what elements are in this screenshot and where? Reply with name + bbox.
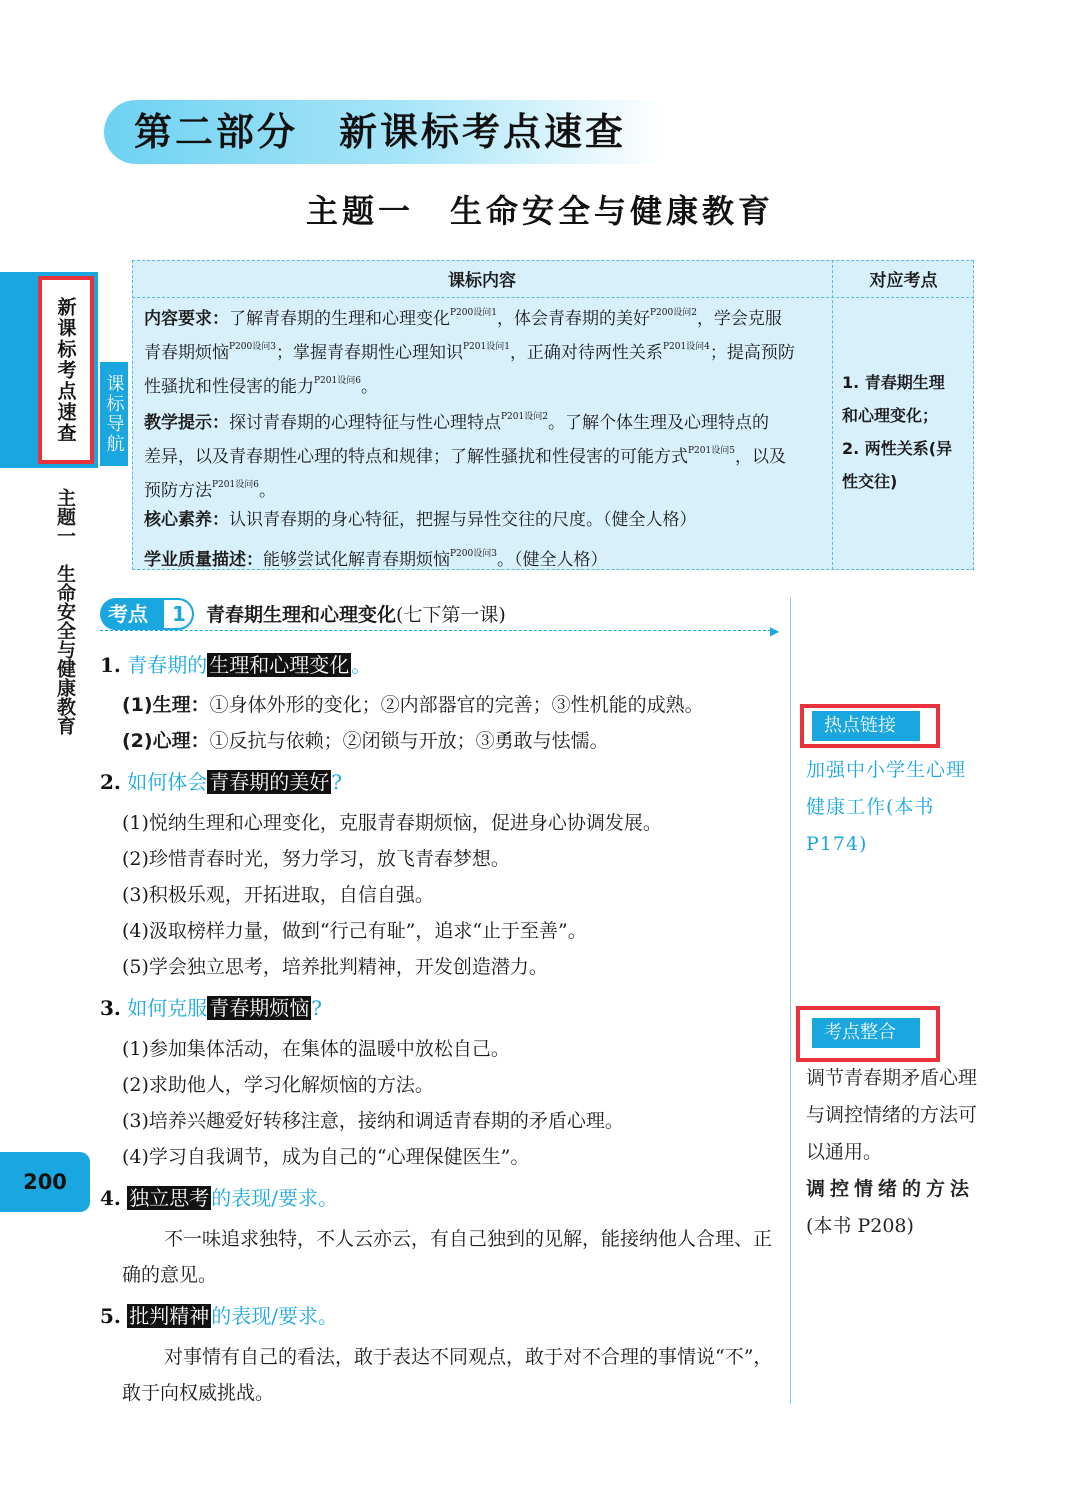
table-row: 核心素养：认识青春期的身心特征，把握与异性交往的尺度。（健全人格） — [144, 510, 697, 530]
table-row: 学业质量描述：能够尝试化解青春期烦恼$^{P200设问3}$。（健全人格） — [144, 549, 608, 570]
column-divider — [790, 598, 791, 1404]
question-heading: 3. 如何克服 青春期烦恼 ? — [100, 996, 322, 1020]
list-item: (4)汲取榜样力量，做到“行己有耻”，追求“止于至善”。 — [122, 920, 587, 942]
list-item: (3)积极乐观，开拓进取，自信自强。 — [122, 884, 434, 906]
table-row: 性骚扰和性侵害的能力$^{P201设问6}$。 — [144, 376, 378, 397]
exam-point-title: 青春期生理和心理变化(七下第一课) — [206, 604, 506, 626]
nav-tag — [100, 362, 128, 466]
exam-point-rule — [100, 630, 776, 631]
table-row: 预防方法$^{P201设问6}$。 — [144, 480, 276, 501]
list-item: (3)培养兴趣爱好转移注意，接纳和调适青春期的矛盾心理。 — [122, 1110, 624, 1132]
table-row: 教学提示：探讨青春期的心理特征与性心理特点$^{P201设问2}$。了解个体生理及心理特点的 — [144, 412, 769, 433]
integration-desc: 调节青春期矛盾心理与调控情绪的方法可以通用。 — [806, 1067, 978, 1163]
list-item: (4)学习自我调节，成为自己的“心理保健医生”。 — [122, 1146, 530, 1168]
part-title: 第二部分 新课标考点速查 — [134, 110, 627, 154]
theme-title: 主题一 生命安全与健康教育 — [305, 192, 774, 230]
list-item: (1)悦纳生理和心理变化，克服青春期烦恼，促进身心协调发展。 — [122, 812, 662, 834]
table-header-points: 对应考点 — [869, 271, 938, 291]
paragraph: 对事情有自己的看法，敢于表达不同观点，敢于对不合理的事情说“不”，敢于向权威挑战。 — [122, 1346, 773, 1404]
table-divider — [832, 260, 833, 570]
point-line: 性交往) — [842, 472, 898, 491]
corresponding-points — [842, 366, 970, 498]
point-line: 1. 青春期生理 — [842, 373, 945, 392]
side-tab-box — [38, 276, 94, 464]
integration-method: 调控情绪的方法 — [806, 1178, 975, 1200]
list-item: (5)学会独立思考，培养批判精神，开发创造潜力。 — [122, 956, 548, 978]
exam-point-badge-label: 考点 — [108, 602, 148, 626]
table-row: 差异，以及青春期性心理的特点和规律；了解性骚扰和性侵害的可能方式$^{P201设问5}$，以及 — [144, 446, 786, 467]
question-heading: 5. 批判精神 的表现/要求。 — [100, 1304, 338, 1328]
list-item: (1)参加集体活动，在集体的温暖中放松自己。 — [122, 1038, 510, 1060]
list-item: (2)求助他人，学习化解烦恼的方法。 — [122, 1074, 434, 1096]
side-tab-label: 新课标考点速查 — [54, 296, 77, 444]
question-heading: 1. 青春期的 生理和心理变化 。 — [100, 653, 372, 677]
list-item: (1)生理：①身体外形的变化；②内部器官的完善；③性机能的成熟。 — [122, 694, 704, 716]
hot-link-label: 热点链接 — [808, 711, 920, 741]
page-number: 200 — [23, 1170, 67, 1194]
question-heading: 4. 独立思考 的表现/要求。 — [100, 1186, 338, 1210]
list-item: (2)珍惜青春时光，努力学习，放飞青春梦想。 — [122, 848, 510, 870]
table-row: 青春期烦恼$^{P200设问3}$；掌握青春期性心理知识$^{P201设问1}$，正确对待两性关系$^{P201设问4}$；提高预防 — [144, 342, 795, 363]
question-heading: 2. 如何体会 青春期的美好 ? — [100, 770, 342, 794]
point-line: 2. 两性关系(异 — [842, 439, 953, 458]
integration-ref: (本书 P208) — [806, 1215, 914, 1237]
nav-tag-label: 课标导航 — [103, 374, 125, 454]
point-line: 和心理变化； — [842, 406, 939, 425]
table-header-content: 课标内容 — [448, 271, 516, 291]
paragraph: 不一味追求独特，不人云亦云，有自己独到的见解，能接纳他人合理、正确的意见。 — [122, 1228, 773, 1286]
arrow-right-icon: ▶ — [770, 624, 780, 638]
table-row: 内容要求：了解青春期的生理和心理变化$^{P200设问1}$，体会青春期的美好$^{P200设问2}$，学会克服 — [144, 308, 782, 329]
integration-label: 考点整合 — [808, 1018, 920, 1048]
integration-text — [806, 1060, 980, 1245]
hot-link-text: 加强中小学生心理健康工作(本书P174) — [806, 759, 967, 855]
list-item: (2)心理：①反抗与依赖；②闭锁与开放；③勇敢与怯懦。 — [122, 730, 609, 752]
side-theme-label: 主题一 生命安全与健康教育 — [54, 488, 76, 735]
exam-point-badge-number: 1 — [172, 602, 186, 626]
